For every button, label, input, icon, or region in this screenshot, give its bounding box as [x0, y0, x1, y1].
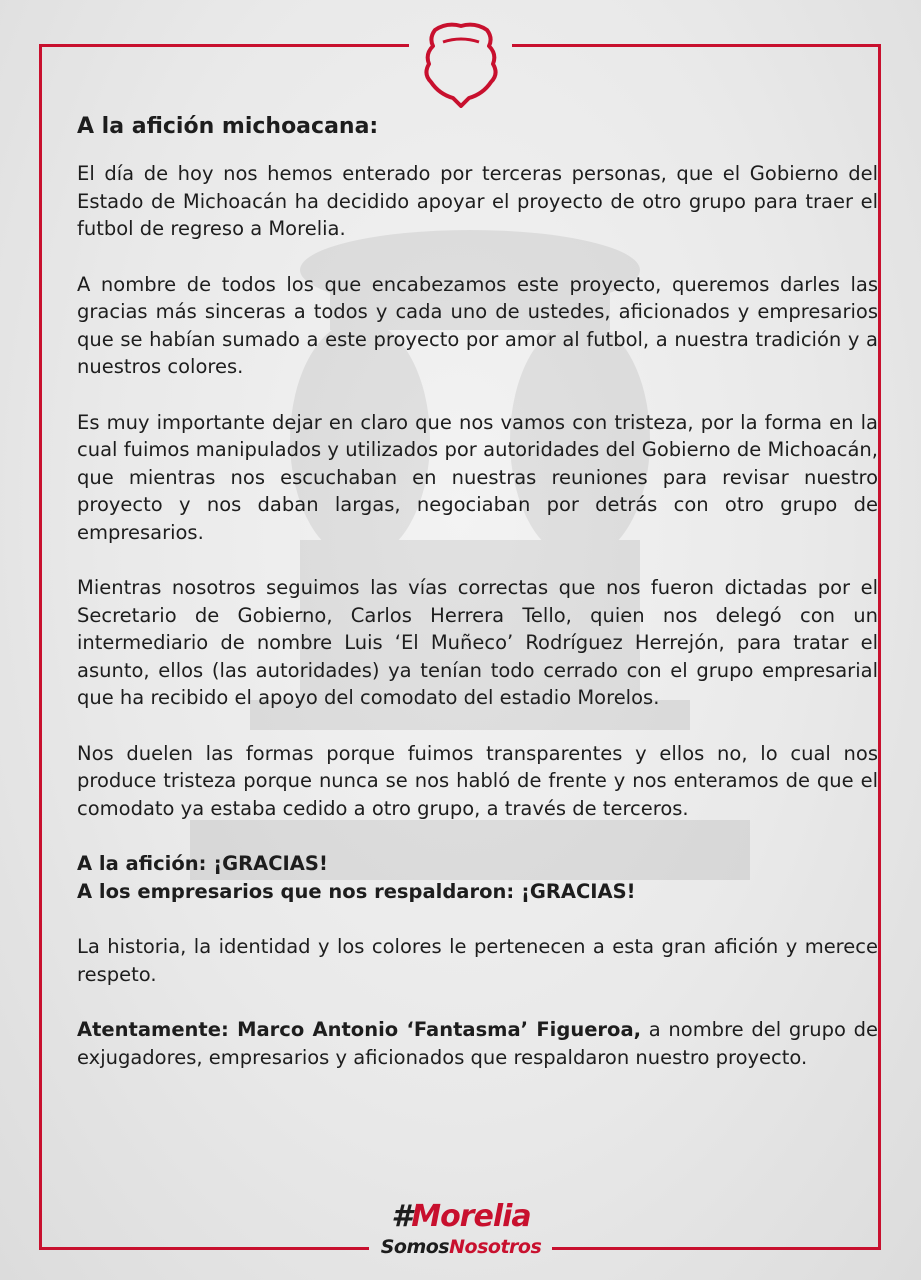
thanks-fans: A la afición: ¡GRACIAS!: [77, 852, 328, 875]
paragraph-1: El día de hoy nos hemos enterado por terceras personas, que el Gobierno del Estado de Michoacán ha decidido apoyar el proyecto de otro grupo para traer el futbol de regreso a Morelia.: [77, 162, 878, 240]
frame-top-right: [512, 44, 881, 47]
tagline: [370, 1236, 552, 1258]
closing-paragraph: La historia, la identidad y los colores le pertenecen a esta gran afición y merece respeto.: [77, 935, 878, 986]
frame-top-left: [39, 44, 409, 47]
letter-body: [77, 112, 878, 1071]
tagline-somos: Somos: [380, 1236, 450, 1258]
frame-bottom-right: [552, 1247, 881, 1250]
frame-bottom-left: [39, 1247, 369, 1250]
frame-left: [39, 44, 42, 1250]
thanks-business: A los empresarios que nos respaldaron: ¡GRACIAS!: [77, 879, 636, 903]
signoff-paragraph: [77, 1016, 878, 1071]
hash-symbol: #: [391, 1199, 412, 1234]
paragraph-3: Es muy importante dejar en claro que nos vamos con tristeza, por la forma en la cual fuimos manipulados y utilizados por autoridades del Gobierno de Michoacán, que mientras nos escuchaban en nuestras reuniones para revisar nuestro proyecto y nos daban largas, negociaban por detrás con otro grupo de empresarios.: [77, 410, 878, 544]
paragraph-4: Mientras nosotros seguimos las vías correctas que nos fueron dictadas por el Secretario de Gobierno, Carlos Herrera Tello, quien nos delegó con un intermediario de nombre Luis ‘El Muñeco’ Rodríguez Herrejón, para tratar el asunto, ellos (las autoridades) ya tenían todo cerrado con el grupo empresarial que ha recibido el apoyo del comodato del estadio Morelos.: [77, 576, 878, 709]
letter-heading: A la afición michoacana:: [77, 114, 379, 139]
frame-right: [878, 44, 881, 1250]
signoff-text: a nombre del grupo de exjugadores, empresarios y aficionados que respaldaron nuestro proyecto.: [77, 1018, 879, 1069]
hashtag-logo: [370, 1199, 552, 1268]
hashtag-morelia: [370, 1199, 552, 1234]
paragraph-2: A nombre de todos los que encabezamos este proyecto, queremos darles las gracias más sinceras a todos y cada uno de ustedes, aficionados y empresarios que se habían sumado a este proyecto por amor al futbol, a nuestra tradición y a nuestros colores.: [77, 272, 878, 378]
thanks-block: [77, 850, 878, 905]
club-crest-icon: [413, 18, 509, 108]
hashtag-word: Morelia: [411, 1199, 531, 1234]
paragraph-5: Nos duelen las formas porque fuimos transparentes y ellos no, lo cual nos produce tristeza porque nunca se nos habló de frente y nos enteramos de que el comodato ya estaba cedido a otro grupo, a través de terceros.: [77, 741, 878, 820]
tagline-nosotros: Nosotros: [449, 1236, 542, 1258]
signoff-signature: Atentamente: Marco Antonio ‘Fantasma’ Figueroa,: [77, 1018, 642, 1041]
